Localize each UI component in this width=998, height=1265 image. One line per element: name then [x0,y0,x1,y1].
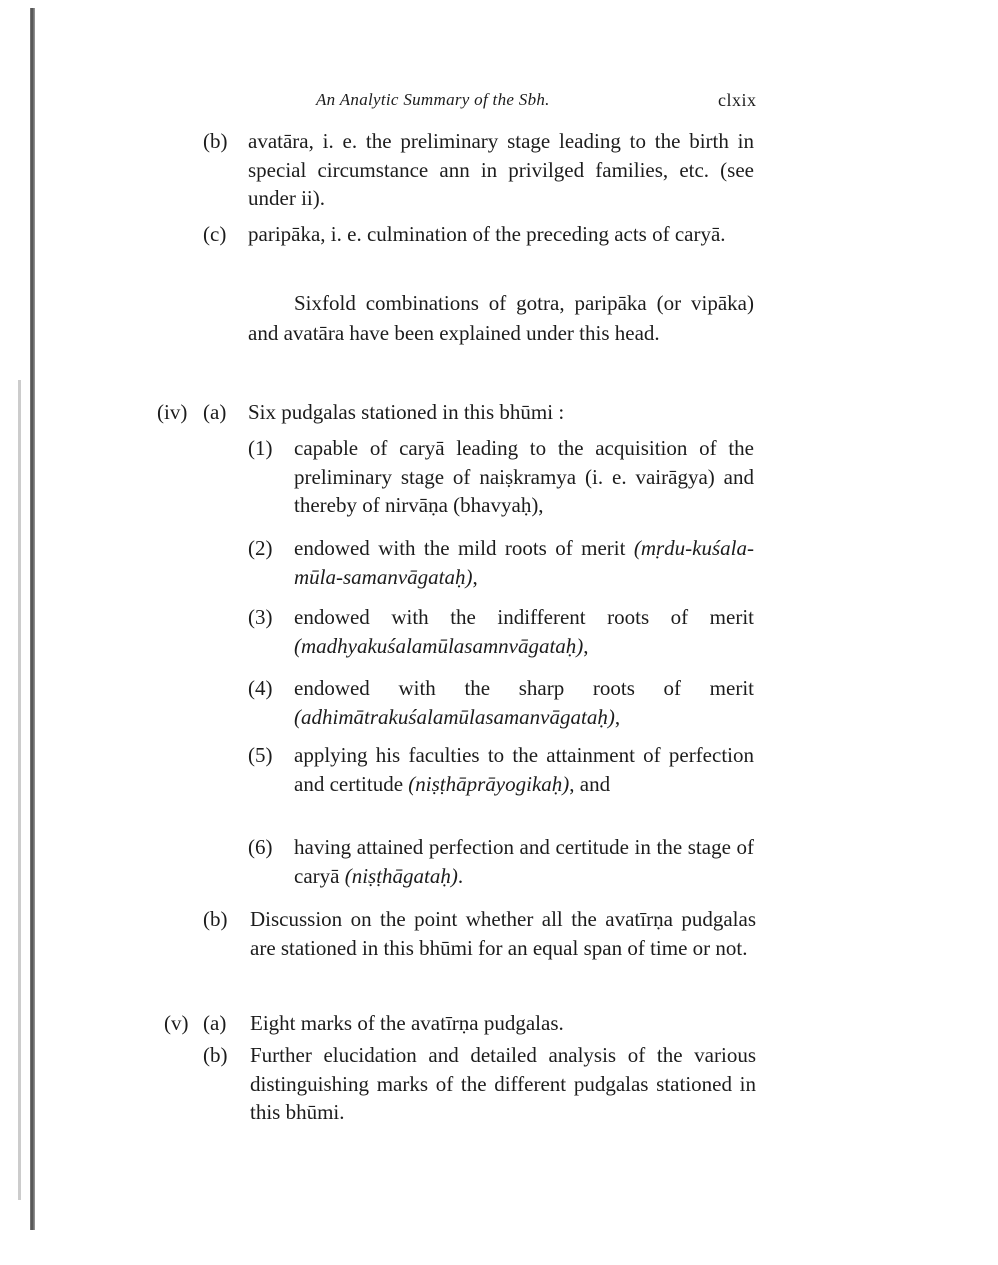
list-item-4 [294,674,754,731]
list-item-2 [294,534,754,591]
list-item-3-end: , [583,633,589,658]
section-v-a-label: (a) [203,1011,227,1035]
list-item-6 [294,833,754,890]
list-item-2-end: , [472,564,478,589]
list-item-3-number: (3) [248,605,273,629]
section-v-b-label: (b) [203,1043,228,1067]
list-item-4-text: endowed with the sharp roots of merit [294,676,754,700]
list-item-3-term: (madhyakuśalamūlasamnvāgataḥ) [294,633,584,658]
list-item-3 [294,603,754,660]
list-item-5-end: , and [569,771,611,796]
binding-shadow [18,380,21,1200]
binding-edge [30,8,35,1230]
list-item-6-end: . [457,863,464,888]
list-item-5 [294,741,754,798]
list-item-5-text: applying his faculties to the attainment of perfection and certitude [294,743,754,796]
section-v-b-text: Further elucidation and detailed analysis of the various distinguishing marks of the different pudgalas stationed in this bhūmi. [250,1043,756,1124]
list-item-6-text: having attained perfection and certitude in the stage of caryā [294,835,754,888]
sixfold-paragraph: Sixfold combinations of gotra, paripāka (or vipāka) and avatāra have been explained under this head. [248,291,754,345]
section-iv-b-label: (b) [203,907,228,931]
list-item-6-term: (niṣṭhāgataḥ) [344,863,458,888]
list-item-4-number: (4) [248,676,273,700]
list-item-5-term: (niṣṭhāprāyogikaḥ) [408,771,570,796]
section-iv-label: (iv) [157,400,188,424]
section-v-label: (v) [164,1011,189,1035]
list-item-6-number: (6) [248,835,273,859]
list-item-1-text: capable of caryā leading to the acquisition of the preliminary stage of naiṣkramya (i. e. vairāgya) and thereby of nirvāṇa (bhavyaḥ), [294,436,754,517]
list-item-5-number: (5) [248,743,273,767]
item-c-text: paripāka, i. e. culmination of the preceding acts of caryā. [248,222,726,246]
section-iv-a-text: Six pudgalas stationed in this bhūmi : [248,400,565,424]
running-title: An Analytic Summary of the Sbh. [316,90,550,109]
list-item-2-term: (mṛdu-kuśala-mūla-samanvāgataḥ) [294,536,754,589]
list-item-3-text: endowed with the indifferent roots of merit [294,605,754,629]
item-c-label: (c) [203,222,227,246]
list-item-1-number: (1) [248,436,273,460]
section-iv-b-text: Discussion on the point whether all the avatīrṇa pudgalas are stationed in this bhūmi for an equal span of time or not. [250,907,756,960]
list-item-2-text: endowed with the mild roots of merit [294,536,626,560]
page-number: clxix [718,90,757,110]
section-iv-a-label: (a) [203,400,227,424]
list-item-4-term: (adhimātrakuśalamūlasamanvāgataḥ) [294,704,615,729]
item-b-label: (b) [203,129,228,153]
section-v-a-text: Eight marks of the avatīrṇa pudgalas. [250,1011,564,1035]
item-b-text: avatāra, i. e. the preliminary stage leading to the birth in special circumstance ann in privilged families, etc. (see under ii). [248,129,754,210]
list-item-2-number: (2) [248,536,273,560]
list-item-4-end: , [614,704,621,729]
